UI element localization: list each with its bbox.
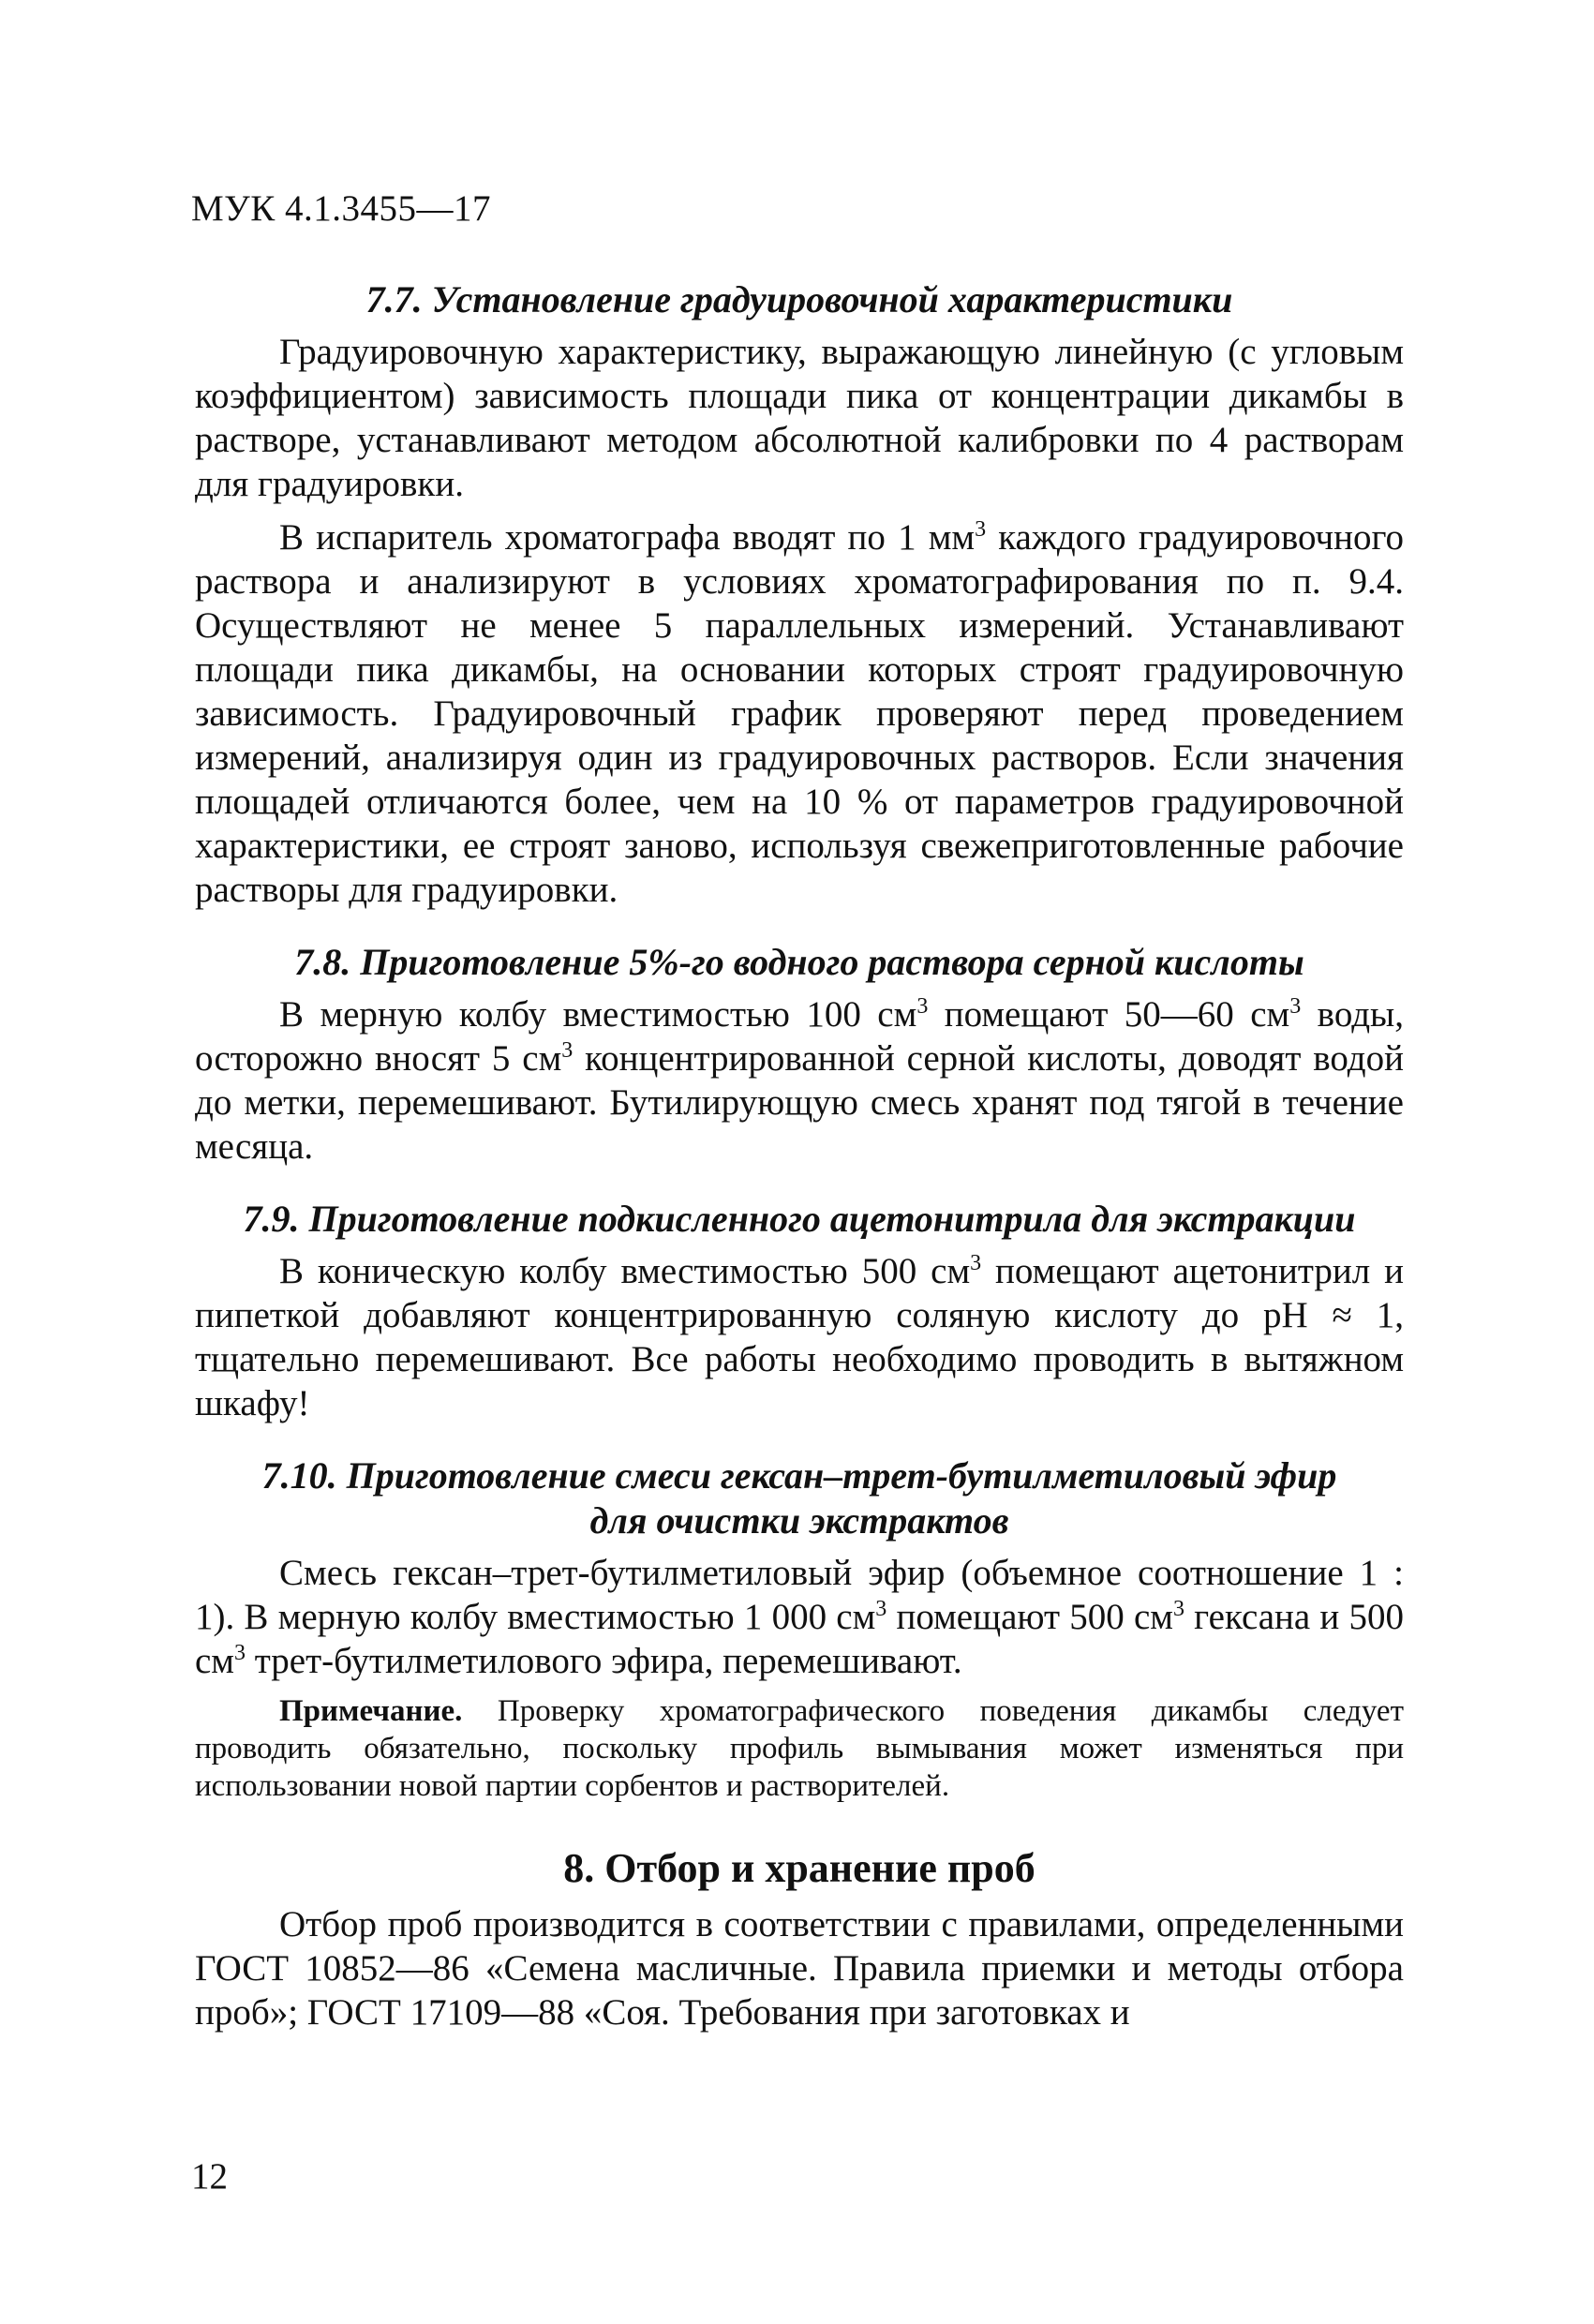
section-7-8-title: 7.8. Приготовление 5%-го водного раствора серной кислоты [294, 941, 1304, 983]
text-run: помещают ацетонитрил и пипеткой добавляют концентрированную соляную кислоту до pH ≈ 1, тщательно перемешивают. Все работы необходимо проводить в вытяжном шкафу! [195, 1251, 1404, 1423]
page-content [195, 277, 1404, 2044]
superscript: 3 [234, 1641, 246, 1665]
text-run: помещают 50—60 см [928, 994, 1290, 1035]
note-label: Примечание. [279, 1694, 463, 1728]
superscript: 3 [561, 1038, 574, 1063]
text-run: В мерную колбу вместимостью 100 см [279, 994, 917, 1035]
text-run: гексана и 500 см [195, 1597, 1404, 1681]
note-text: Проверку хроматографического поведения дикамбы следует проводить обязательно, поскольку профиль вымывания может изменяться при использовании новой партии сорбентов и растворителей. [195, 1694, 1404, 1803]
superscript: 3 [970, 1251, 982, 1275]
text-run: Смесь гексан–трет-бутилметиловый эфир (объемное соотношение 1 : 1). В мерную колбу вместимостью 1 000 см [195, 1553, 1404, 1637]
section-7-10-note [195, 1692, 1404, 1805]
section-7-7-paragraph-1: Градуировочную характеристику, выражающую линейную (с угловым коэффициентом) зависимость площади пика от концентрации дикамбы в растворе, устанавливают методом абсолютной калибровки по 4 растворам для градуировки. [195, 332, 1404, 504]
text-run: В испаритель хроматографа вводят по 1 мм [279, 517, 976, 558]
superscript: 3 [975, 517, 987, 542]
page-number: 12 [191, 2156, 228, 2197]
chapter-8-paragraph-1: Отбор проб производится в соответствии с правилами, определенными ГОСТ 10852—86 «Семена масличные. Правила приемки и методы отбора проб»; ГОСТ 17109—88 «Соя. Требования при заготовках и [195, 1904, 1404, 2033]
section-7-9-paragraph [195, 1249, 1404, 1425]
text-run: концентрированной серной кислоты, доводят водой до метки, перемешивают. Бутилирующую смесь хранят под тягой в течение месяца. [195, 1038, 1404, 1167]
superscript: 3 [1289, 994, 1302, 1019]
superscript: 3 [875, 1597, 887, 1621]
text-run: трет-бутилметилового эфира, перемешивают. [246, 1641, 962, 1681]
section-7-10-paragraph [195, 1551, 1404, 1683]
superscript: 3 [916, 994, 929, 1019]
document-code-header: МУК 4.1.3455—17 [191, 188, 492, 229]
chapter-8-title: 8. Отбор и хранение проб [563, 1845, 1035, 1891]
section-7-10-title-line-2: для очистки экстрактов [589, 1499, 1009, 1542]
text-run: воды, осторожно вносят 5 см [195, 994, 1404, 1079]
section-7-7-title: 7.7. Установление градуировочной характеристики [365, 278, 1233, 320]
section-7-10-title-line-1: 7.10. Приготовление смеси гексан–трет-бутилметиловый эфир [261, 1454, 1337, 1497]
section-7-10-title [195, 1453, 1404, 1543]
superscript: 3 [1172, 1597, 1184, 1621]
text-run: В коническую колбу вместимостью 500 см [279, 1251, 971, 1291]
section-7-7-paragraph-2 [195, 515, 1404, 912]
section-7-9-title: 7.9. Приготовление подкисленного ацетонитрила для экстракции [243, 1198, 1356, 1240]
text-run: помещают 500 см [886, 1597, 1173, 1637]
section-7-8-paragraph [195, 992, 1404, 1169]
text-run: каждого градуировочного раствора и анализируют в условиях хроматографирования по п. 9.4. Осуществляют не менее 5 параллельных измерений. Устанавливают площади пика дикамбы, на основании которых строят градуировочную зависимость. Градуировочный график проверяют перед проведением измерений, анализируя один из градуировочных растворов. Если значения площадей отличаются более, чем на 10 % от параметров градуировочной характеристики, ее строят заново, используя свежеприготовленные рабочие растворы для градуировки. [195, 517, 1404, 910]
